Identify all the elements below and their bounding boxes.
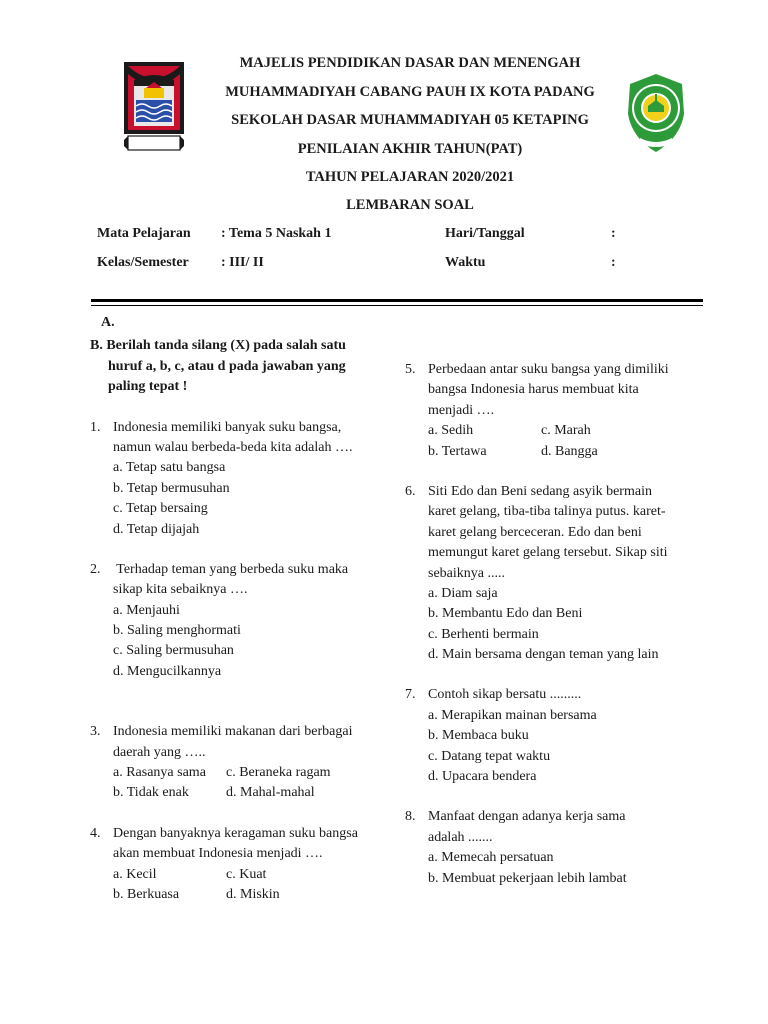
question-8	[405, 807, 705, 889]
time-value: :	[611, 255, 616, 270]
answer-option[interactable]: d. Main bersama dengan teman yang lain	[428, 647, 659, 663]
question-text: menjadi ….	[428, 402, 495, 418]
section-b-instruction-3: paling tepat !	[108, 379, 188, 395]
answer-option[interactable]: b. Tetap bermusuhan	[113, 480, 230, 496]
question-number: 8.	[405, 809, 416, 825]
right-column	[405, 360, 705, 889]
header-rule-thin	[91, 305, 703, 306]
subject-value: : Tema 5 Naskah 1	[221, 226, 332, 241]
answer-option[interactable]: d. Miskin	[226, 886, 280, 902]
header-line-5: TAHUN PELAJARAN 2020/2021	[305, 169, 515, 185]
class-semester-label: Kelas/Semester	[97, 255, 189, 270]
answer-option[interactable]: c. Beraneka ragam	[226, 765, 331, 781]
question-text: Terhadap teman yang berbeda suku maka	[113, 561, 349, 577]
question-text: karet gelang berceceran. Edo dan beni	[428, 524, 642, 540]
section-b-instruction-2: huruf a, b, c, atau d pada jawaban yang	[108, 358, 346, 374]
question-text: Contoh sikap bersatu .........	[428, 687, 582, 703]
answer-option[interactable]: a. Kecil	[113, 866, 157, 882]
answer-option[interactable]: b. Berkuasa	[113, 886, 180, 902]
question-number: 1.	[90, 419, 101, 435]
question-number: 5.	[405, 362, 416, 377]
question-text: bangsa Indonesia harus membuat kita	[428, 382, 639, 398]
answer-option[interactable]: d. Upacara bendera	[428, 769, 537, 785]
time-label: Waktu	[445, 255, 486, 270]
answer-option[interactable]: b. Tertawa	[428, 443, 487, 459]
question-5	[405, 360, 705, 462]
answer-option[interactable]: a. Menjauhi	[113, 602, 180, 618]
answer-option[interactable]: b. Saling menghormati	[113, 623, 241, 639]
question-text: karet gelang, tiba-tiba talinya putus. karet-	[428, 504, 666, 520]
answer-option[interactable]: c. Kuat	[226, 866, 267, 882]
header-line-4: PENILAIAN AKHIR TAHUN(PAT)	[297, 141, 523, 157]
question-text: Dengan banyaknya keragaman suku bangsa	[113, 825, 358, 841]
question-text: sebaiknya .....	[428, 565, 505, 581]
question-number: 4.	[90, 825, 101, 841]
section-b-instruction-1: B. Berilah tanda silang (X) pada salah satu	[90, 338, 346, 354]
answer-option[interactable]: d. Mahal-mahal	[226, 785, 315, 801]
subject-label: Mata Pelajaran	[97, 226, 191, 241]
question-number: 2.	[90, 561, 101, 577]
header-line-2: MUHAMMADIYAH CABANG PAUH IX KOTA PADANG	[225, 84, 595, 100]
question-text: daerah yang …..	[113, 744, 206, 760]
question-text: akan membuat Indonesia menjadi ….	[113, 846, 323, 862]
question-text: adalah .......	[428, 829, 493, 845]
answer-row	[90, 885, 390, 905]
answer-option[interactable]: a. Diam saja	[428, 585, 498, 601]
answer-option[interactable]: a. Merapikan mainan bersama	[428, 707, 597, 723]
answer-option[interactable]: a. Tetap satu bangsa	[113, 460, 226, 476]
question-text: memungut karet gelang tersebut. Sikap siti	[428, 545, 668, 561]
answer-option[interactable]: c. Marah	[541, 423, 591, 439]
answer-option[interactable]: a. Memecah persatuan	[428, 850, 554, 866]
question-number: 3.	[90, 724, 101, 740]
question-number: 7.	[405, 687, 416, 703]
question-1	[90, 418, 390, 540]
question-number: 6.	[405, 483, 416, 499]
answer-option[interactable]: d. Tetap dijajah	[113, 521, 200, 537]
question-7	[405, 685, 705, 787]
answer-option[interactable]: b. Tidak enak	[113, 785, 189, 801]
class-semester-value: : III/ II	[221, 255, 264, 270]
answer-row	[405, 442, 705, 462]
answer-row	[90, 865, 390, 885]
answer-option[interactable]: d. Bangga	[541, 443, 598, 459]
answer-option[interactable]: b. Membantu Edo dan Beni	[428, 606, 583, 622]
answer-row	[90, 783, 390, 803]
school-seal-logo	[624, 72, 688, 154]
answer-option[interactable]: a. Sedih	[428, 423, 474, 439]
section-a-label: A.	[101, 315, 115, 330]
answer-option[interactable]: c. Datang tepat waktu	[428, 748, 551, 764]
day-date-label: Hari/Tanggal	[445, 226, 525, 241]
answer-option[interactable]: a. Rasanya sama	[113, 765, 206, 781]
header-rule-thick	[91, 299, 703, 302]
question-4	[90, 824, 390, 906]
question-2	[90, 560, 390, 682]
question-text: Manfaat dengan adanya kerja sama	[428, 809, 626, 825]
answer-option[interactable]: c. Berhenti bermain	[428, 626, 539, 642]
answer-option[interactable]: b. Membuat pekerjaan lebih lambat	[428, 870, 627, 886]
header-line-3: SEKOLAH DASAR MUHAMMADIYAH 05 KETAPING	[231, 112, 589, 128]
answer-row	[90, 763, 390, 783]
answer-option[interactable]: c. Saling bermusuhan	[113, 643, 234, 659]
answer-row	[405, 421, 705, 441]
answer-option[interactable]: b. Membaca buku	[428, 728, 529, 744]
answer-option[interactable]: d. Mengucilkannya	[113, 663, 222, 679]
question-6	[405, 482, 705, 666]
header-line-1: MAJELIS PENDIDIKAN DASAR DAN MENENGAH	[239, 55, 581, 71]
question-text: sikap kita sebaiknya ….	[113, 582, 248, 598]
answer-option[interactable]: c. Tetap bersaing	[113, 501, 208, 517]
padang-city-logo	[122, 60, 186, 156]
question-text: Perbedaan antar suku bangsa yang dimiliki	[428, 362, 669, 377]
day-date-value: :	[611, 226, 616, 241]
header-line-6: LEMBARAN SOAL	[346, 197, 474, 213]
question-text: Siti Edo dan Beni sedang asyik bermain	[428, 483, 652, 499]
question-text: Indonesia memiliki makanan dari berbagai	[113, 724, 353, 740]
left-column	[90, 313, 390, 905]
question-3	[90, 722, 390, 804]
question-text: Indonesia memiliki banyak suku bangsa,	[113, 419, 342, 435]
question-text: namun walau berbeda-beda kita adalah ….	[113, 439, 353, 455]
